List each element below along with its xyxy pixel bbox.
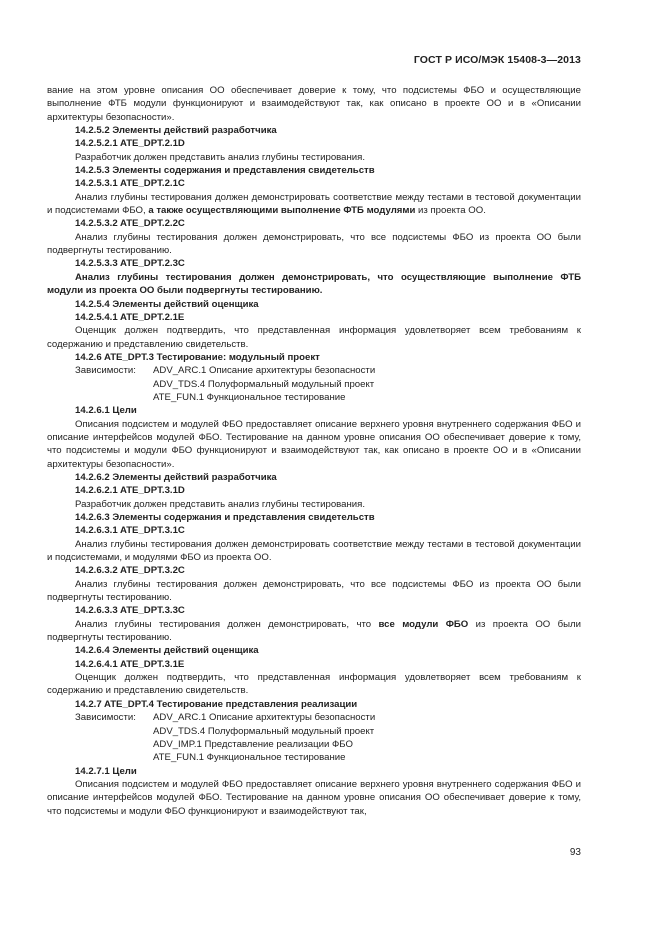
paragraph: Разработчик должен представить анализ глубины тестирования. — [75, 498, 366, 510]
paragraph: вание на этом уровне описания ОО обеспечивает доверие к тому, что подсистемы ФБО и осуществляющие выполнение ФТБ модули функционируют и взаимодействуют так, как описано в проекте ОО и в «Описании архитектуры безопасности». — [47, 85, 581, 123]
dependencies-label: Зависимости: — [75, 712, 136, 724]
dependency-item: ADV_ARC.1 Описание архитектуры безопасности — [153, 365, 376, 377]
dependency-item: ATE_FUN.1 Функциональное тестирование — [153, 752, 346, 764]
section-heading: 14.2.6 ATE_DPT.3 Тестирование: модульный проект — [75, 351, 320, 363]
document-header: ГОСТ Р ИСО/МЭК 15408-3—2013 — [413, 54, 581, 66]
section-heading: 14.2.6.1 Цели — [75, 405, 137, 417]
paragraph: Разработчик должен представить анализ глубины тестирования. — [75, 151, 366, 163]
dependency-item: ADV_IMP.1 Представление реализации ФБО — [153, 738, 353, 750]
paragraph — [47, 191, 581, 218]
section-heading: 14.2.5.2.1 ATE_DPT.2.1D — [75, 138, 185, 150]
section-heading: 14.2.5.4 Элементы действий оценщика — [75, 298, 259, 310]
dependencies-label: Зависимости: — [75, 365, 136, 377]
section-heading: 14.2.6.3.1 ATE_DPT.3.1C — [75, 525, 185, 537]
dependencies — [47, 711, 581, 764]
paragraph-emphasis: а также осуществляющими выполнение ФТБ модулями — [148, 205, 416, 217]
section-heading: 14.2.5.3.3 ATE_DPT.2.3C — [75, 258, 185, 270]
paragraph: Оценщик должен подтвердить, что представленная информация удовлетворяет всем требованиям к содержанию и представлению свидетельств. — [47, 672, 581, 697]
section-heading: 14.2.7 ATE_DPT.4 Тестирование представления реализации — [75, 698, 358, 710]
paragraph: Описания подсистем и модулей ФБО предоставляет описание верхнего уровня внутреннего содержания ФБО и описание интерфейсов модулей ФБО. Тестирование на данном уровне описания ОО обеспечивает доверие к тому, что подсистемы и модули ФБО функционируют и взаимодействуют так, как описано в проекте ОО и в «Описании архитектуры безопасности». — [47, 418, 581, 470]
paragraph: Анализ глубины тестирования должен демонстрировать соответствие между тестами в тестовой документации и подсистемами, и модулями ФБО из проекта ОО. — [47, 538, 581, 564]
section-heading: 14.2.5.4.1 ATE_DPT.2.1E — [75, 311, 185, 323]
paragraph — [47, 618, 581, 645]
section-heading: 14.2.5.3.2 ATE_DPT.2.2C — [75, 218, 185, 230]
section-heading: 14.2.6.3.2 ATE_DPT.3.2C — [75, 565, 185, 577]
dependencies — [47, 364, 581, 404]
document-body — [47, 84, 581, 818]
section-heading: 14.2.6.4.1 ATE_DPT.3.1E — [75, 658, 185, 670]
paragraph-text: Анализ глубины тестирования должен демонстрировать, что — [75, 618, 379, 630]
dependency-item: ADV_TDS.4 Полуформальный модульный проект — [153, 378, 375, 390]
paragraph-text: из проекта ОО. — [415, 205, 486, 217]
section-heading: 14.2.6.2.1 ATE_DPT.3.1D — [75, 485, 185, 497]
dependencies-list — [153, 711, 581, 764]
dependency-item: ADV_TDS.4 Полуформальный модульный проект — [153, 725, 375, 737]
section-heading: 14.2.7.1 Цели — [75, 765, 137, 777]
paragraph: Анализ глубины тестирования должен демонстрировать, что все подсистемы ФБО из проекта ОО были подвергнуты тестированию. — [47, 231, 581, 257]
section-heading: 14.2.6.3 Элементы содержания и представления свидетельств — [75, 512, 375, 523]
section-heading: 14.2.5.2 Элементы действий разработчика — [75, 125, 277, 137]
section-heading: 14.2.6.4 Элементы действий оценщика — [75, 645, 259, 657]
section-heading: 14.2.6.2 Элементы действий разработчика — [75, 471, 277, 483]
paragraph-text: из проекта ОО были подвергнуты тестированию. — [47, 618, 581, 644]
section-heading: 14.2.5.3.1 ATE_DPT.2.1C — [75, 178, 185, 190]
dependency-item: ATE_FUN.1 Функциональное тестирование — [153, 391, 346, 403]
paragraph: Анализ глубины тестирования должен демонстрировать, что осуществляющие выполнение ФТБ модули из проекта ОО были подвергнуты тестированию. — [47, 271, 581, 297]
page-number: 93 — [569, 847, 581, 858]
dependency-item: ADV_ARC.1 Описание архитектуры безопасности — [153, 712, 376, 724]
paragraph: Оценщик должен подтвердить, что представленная информация удовлетворяет всем требованиям к содержанию и представлению свидетельств. — [47, 325, 581, 350]
paragraph: Анализ глубины тестирования должен демонстрировать, что все подсистемы ФБО из проекта ОО были подвергнуты тестированию. — [47, 578, 581, 604]
section-heading: 14.2.6.3.3 ATE_DPT.3.3C — [75, 605, 185, 617]
section-heading: 14.2.5.3 Элементы содержания и представления свидетельств — [75, 165, 375, 177]
dependencies-list — [153, 364, 581, 404]
paragraph-text: Анализ глубины тестирования должен демонстрировать соответствие между тестами в тестовой документации и подсистемами ФБО, — [47, 191, 581, 217]
paragraph-emphasis: все модули ФБО — [378, 618, 469, 630]
paragraph: Описания подсистем и модулей ФБО предоставляет описание верхнего уровня внутреннего содержания ФБО и описание интерфейсов модулей ФБО. Тестирование на данном уровне описания ОО обеспечивает доверие к тому, что подсистемы и модули ФБО функционируют и взаимодействуют так, — [47, 778, 581, 817]
